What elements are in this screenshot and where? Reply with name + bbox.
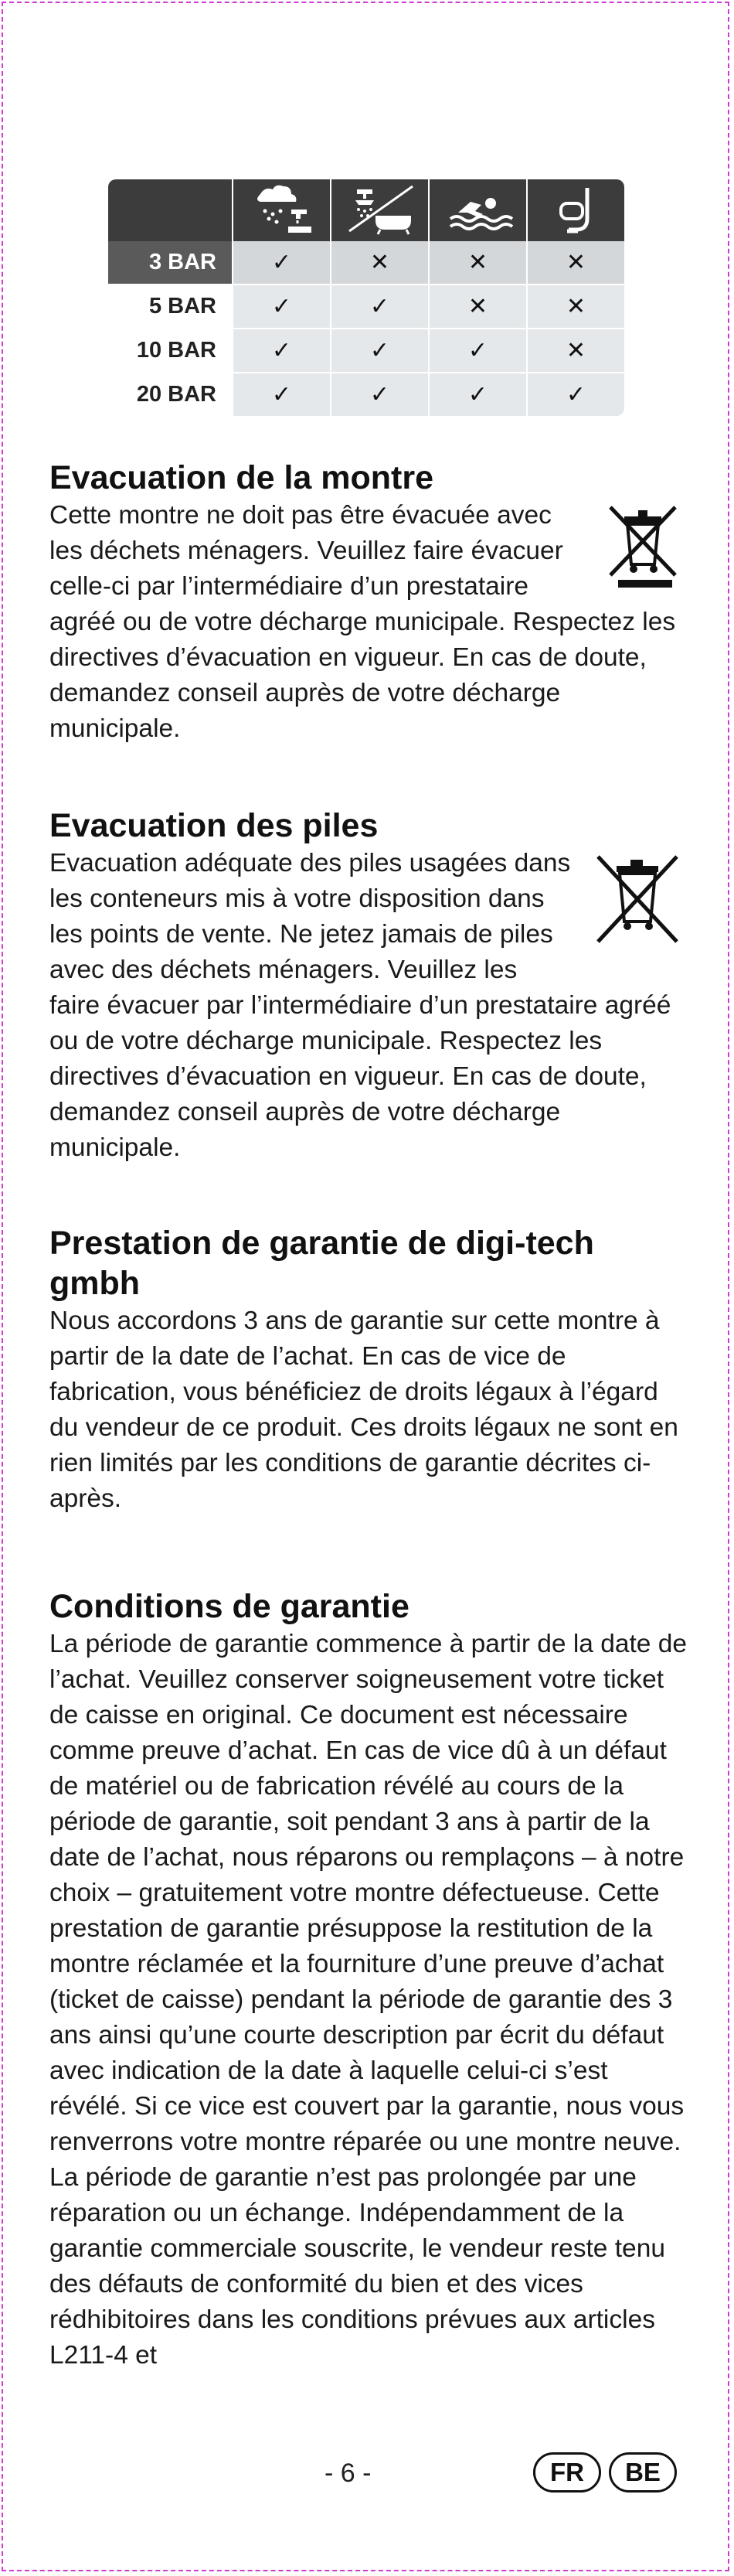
table-cell: ✕ [526,241,624,284]
table-cell: ✕ [526,285,624,328]
table-cell: ✓ [428,373,526,416]
table-cell: ✓ [330,285,428,328]
swimming-icon [428,179,526,241]
row-label: 3 BAR [108,241,232,284]
water-resistance-table [108,179,624,417]
table-cell: ✓ [232,373,330,416]
section-title: Conditions de garantie [49,1588,409,1625]
table-corner [108,179,232,241]
section-evacuation-watch [49,458,688,747]
table-row [108,241,624,285]
table-row [108,285,624,329]
section-title: Evacuation des piles [49,807,379,844]
section-body: Evacuation adéquate des piles usagées dans les conteneurs mis à votre disposition dans les points de vente. Ne jetez jamais de piles avec des déchets ménagers. Veuillez les faire évacuer par l’intermédiaire d’un prestataire agréé ou de votre décharge municipale. Respectez les directives d’évacuation en vigueur. En cas de doute, demandez conseil auprès de votre décharge municipale. [49,849,671,1162]
table-cell: ✕ [330,241,428,284]
table-header [108,179,624,241]
row-label: 10 BAR [136,338,216,363]
crossed-bin-icon [587,850,688,955]
crossed-bin-bar-icon [603,503,688,591]
section-warranty [49,1223,688,1517]
table-cell: ✓ [232,241,330,284]
table-cell: ✕ [428,285,526,328]
section-body: Nous accordons 3 ans de garantie sur cette montre à partir de la date de l’achat. En cas de vice de fabrication, vous bénéficiez de droits légaux à l’égard du vendeur de ce produit. Ces droits légaux ne sont en rien limités par les conditions de garantie décrites ci-après. [49,1307,678,1513]
rain-hand-wash-icon [232,179,330,241]
section-body: La période de garantie commence à partir de la date de l’achat. Veuillez conserver soigneusement votre ticket de caisse en original. Ce document est nécessaire comme preuve d’achat. En cas de vice dû à un défaut de matériel ou de fabrication révélé au cours de la période de garantie, soit pendant 3 ans à partir de la date de l’achat, nous réparons ou remplaçons – à notre choix – gratuitement votre montre défectueuse. Cette prestation de garantie présuppose la restitution de la montre réclamée et la fourniture d’une preuve d’achat (ticket de caisse) pendant la période de garantie des 3 ans ainsi qu’une courte description par écrit du défaut avec indication de la date à laquelle celui-ci s’est révélé. Si ce vice est couvert par la garantie, nous vous renverrons votre montre réparée ou une montre neuve. La période de garantie n’est pas prolongée par une réparation ou un échange. Indépendamment de la garantie commerciale souscrite, le vendeur reste tenu des défauts de conformité du bien et des vices rédhibitoires dans les conditions prévues aux articles L211-4 et [49,1630,688,2370]
language-badge-fr: FR [533,2452,601,2493]
row-label: 20 BAR [136,382,216,407]
language-badge-be: BE [609,2452,677,2493]
table-cell: ✕ [428,241,526,284]
section-warranty-conditions [49,1586,688,2373]
table-cell: ✓ [526,373,624,416]
table-row [108,329,624,373]
snorkel-icon [526,179,624,241]
section-title: Evacuation de la montre [49,459,434,496]
table-cell: ✓ [232,329,330,372]
table-cell: ✕ [526,329,624,372]
table-cell: ✓ [330,373,428,416]
shower-bath-icon [330,179,428,241]
section-title: Prestation de garantie de digi-tech gmbh [49,1225,594,1302]
table-row [108,373,624,417]
row-label: 5 BAR [148,294,216,319]
page-number: - 6 - [325,2458,372,2488]
section-evacuation-batteries [49,806,688,1166]
table-cell: ✓ [428,329,526,372]
table-cell: ✓ [330,329,428,372]
section-body: Cette montre ne doit pas être évacuée avec les déchets ménagers. Veuillez faire évacuer celle-ci par l’intermédiaire d’un prestataire agréé ou de votre décharge municipale. Respectez les directives d’évacuation en vigueur. En cas de doute, demandez conseil auprès de votre décharge municipale. [49,501,676,743]
table-cell: ✓ [232,285,330,328]
